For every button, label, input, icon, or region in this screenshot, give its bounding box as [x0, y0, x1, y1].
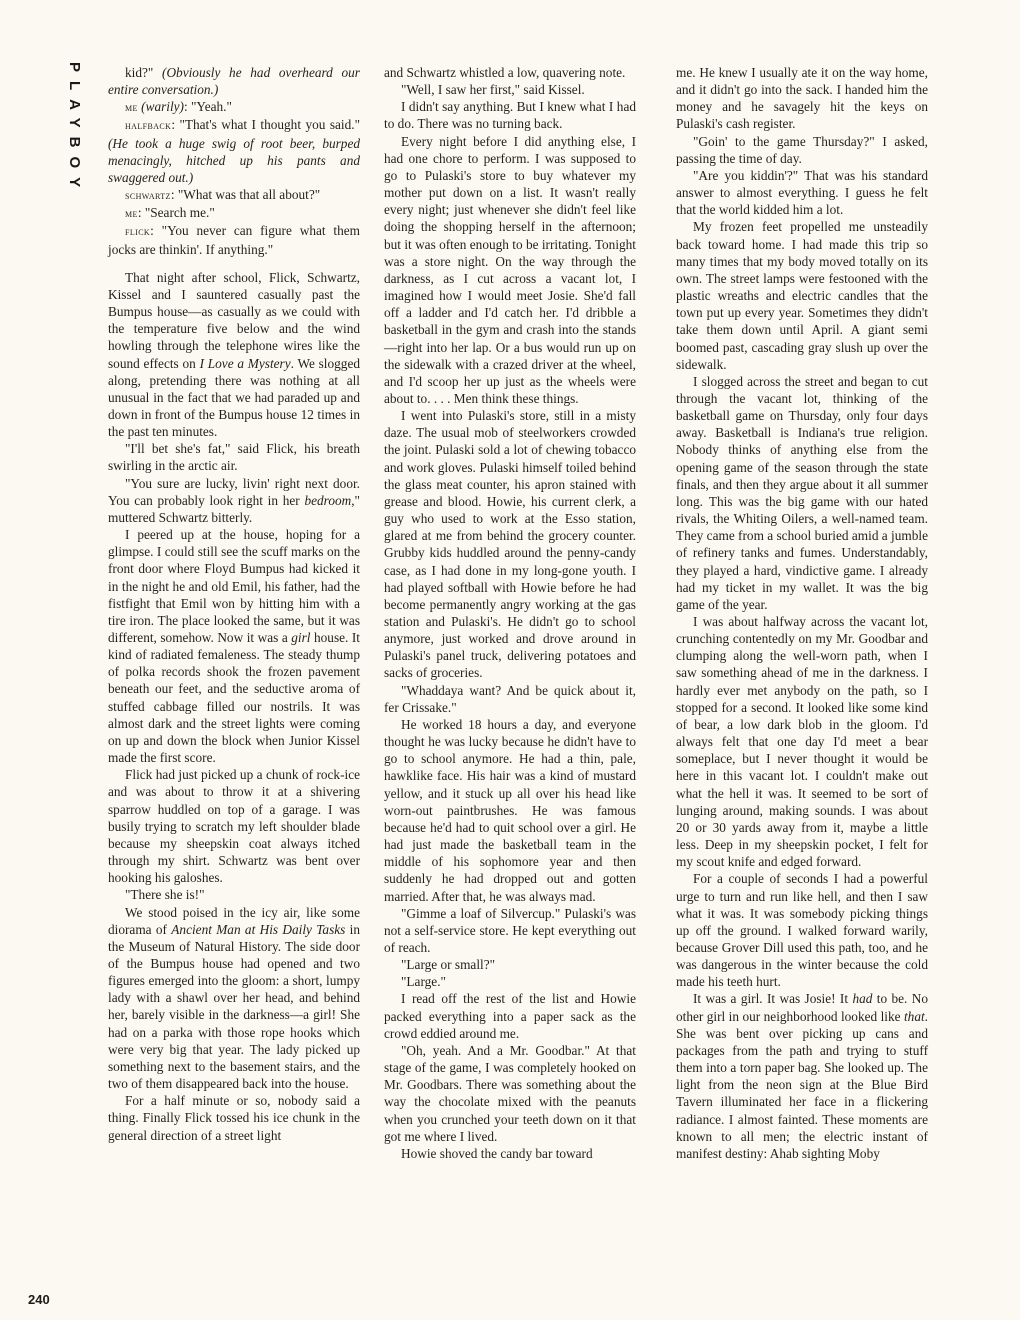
paragraph: Flick had just picked up a chunk of rock-ice and was about to throw it at a shivering sparrow huddled on top of a garage. I was busily trying to scratch my left shoulder blade because my sheepskin coat always itched through my shirt. Schwartz was bent over hooking his galoshes. — [108, 767, 360, 886]
paragraph — [676, 990, 928, 1162]
dialogue-text: kid?" — [125, 65, 163, 80]
paragraph: I went into Pulaski's store, still in a misty daze. The usual mob of steelworkers crowded the joint. Pulaski sold a lot of chewing tobacco and work gloves. Pulaski himself toiled behind the glass meat counter, his apron stained with grease and blood. Howie, his current clerk, a guy who used to work at the Esso station, glared at me from behind the grocery counter. Grubby kids huddled around the penny-candy case, as I had done in my long-gone youth. I had played softball with Howie before he had become permanently angry working at the gas station and Pulaski's. He didn't go to school anymore, just worked and drove around in Pulaski's panel truck, delivering potatoes and sacks of groceries. — [384, 408, 636, 681]
paragraph: I slogged across the street and began to cut through the vacant lot, thinking of the basketball game on Thursday, only four days away. Basketball is Indiana's true religion. Nobody thinks of anything else from the opening game of the season through the state finals, and then they argue about it all summer long. This was the big game with our hated rivals, the Whiting Oilers, a well-named team. They came from a school buried amid a jumble of refinery tanks and fumes. Understandably, they played a hard, vindictive game. I already had my ticket in my wallet. It was the big game of the year. — [676, 373, 928, 612]
text-run: I peered up at the house, hoping for a glimpse. I could still see the scuff marks on the front door where Floyd Bumpus had kicked it in the night he and old Emil, his father, had the fistfight that Emil won by hitting him with a tire iron. The place looked the same, but it was different, somehow. Now it was a — [108, 527, 360, 645]
dialogue-text: : "What was that all about?" — [170, 187, 321, 203]
paragraph: "Whaddaya want? And be quick about it, fer Crissake." — [384, 682, 636, 715]
paragraph: "Gimme a loaf of Silvercup." Pulaski's was not a self-service store. He kept everything out of reach. — [384, 905, 636, 955]
paragraph: I didn't say anything. But I knew what I had to do. There was no turning back. — [384, 99, 636, 132]
dialogue-text: : "Yeah." — [183, 99, 232, 115]
paragraph — [108, 904, 360, 1093]
stage-direction: (He took a huge swig of root beer, burped menacingly, hitched up his pants and swaggered out.) — [108, 135, 360, 185]
text-run: "You sure are lucky, livin' right next door. You can probably look right in her — [108, 475, 360, 508]
paragraph: "Goin' to the game Thursday?" I asked, passing the time of day. — [676, 133, 928, 166]
speaker-label: me — [125, 206, 138, 221]
page-number: 240 — [28, 1292, 50, 1307]
paragraph — [108, 269, 360, 441]
paragraph — [108, 526, 360, 766]
text-run: ," muttered Schwartz bitterly. — [108, 492, 360, 525]
title-italic: I Love a Mystery — [199, 355, 291, 371]
emphasis: had — [852, 991, 873, 1007]
text-run: That night after school, Flick, Schwartz, Kissel and I sauntered casually past the Bumpus house—as casually as we could with the temperature five below and the wind howling through the telephone wires like the sound effects on — [108, 269, 360, 371]
masthead-text: PLAYBOY — [66, 62, 83, 197]
dialogue-text: : "Search me." — [137, 205, 215, 221]
paragraph: "I'll bet she's fat," said Flick, his breath swirling in the arctic air. — [108, 441, 360, 474]
dialogue-line — [108, 222, 360, 257]
text-run: in the Museum of Natural History. The side door of the Bumpus house had opened and two figures emerged into the gloom: a short, lumpy lady with a shawl over her head, and behind her, barely visible in the darkness—a girl! She had on a parka with those rope hooks which were very big that year. The lady picked up something next to the basement stairs, and the two of them disappeared back into the house. — [108, 921, 360, 1092]
dialogue-text: : "That's what I thought you said." — [171, 117, 360, 133]
paragraph: I read off the rest of the list and Howie packed everything into a paper sack as the crowd eddied around me. — [384, 991, 636, 1041]
text-run: . We slogged along, pretending there was nothing at all unusual in the fact that we had paraded up and down in front of the Bumpus house 12 times in the past ten minutes. — [108, 355, 360, 440]
paragraph: "Are you kiddin'?" That was his standard answer to almost everything. I guess he felt that the world kidded him a lot. — [676, 167, 928, 218]
dialogue-text: : "You never can figure what them jocks are thinkin'. If anything." — [108, 223, 360, 257]
text-run: We stood poised in the icy air, like some diorama of — [108, 904, 360, 937]
title-italic: Ancient Man at His Daily Tasks — [171, 921, 346, 937]
paragraph: I was about halfway across the vacant lot, crunching contentedly on my Mr. Goodbar and clumping along the well-worn path, when I saw something ahead of me in the darkness. I hardly ever met anybody on the path, so I stopped for a second. It looked like some kind of bear, a low dark blob in the gloom. I'd always felt that one day I'd meet a bear someplace, but I never thought it would be here in this vacant lot. I couldn't make out what the hell it was. It seemed to be sort of lunging around, making sounds. I was about 20 or 30 yards away from it, maybe a little less. Deep in my sheepskin pocket, I felt for my scout knife and edged forward. — [676, 614, 928, 870]
paragraph: My frozen feet propelled me unsteadily back toward home. I had made this trip so many times that my body moved totally on its own. The street lamps were festooned with the plastic wreaths and electric candles that the town put up every year. Sometimes they didn't take them down until April. A giant semi boomed past, cascading gray slush up over the sidewalk. — [676, 219, 928, 372]
paragraph: For a half minute or so, nobody said a thing. Finally Flick tossed his ice chunk in the general direction of a street light — [108, 1093, 360, 1143]
column-2 — [384, 64, 636, 1162]
paragraph: and Schwartz whistled a low, quavering note. — [384, 65, 626, 80]
stage-direction: (Obviously he had overheard our entire conversation.) — [108, 65, 360, 98]
speaker-label: me — [125, 100, 138, 115]
paragraph: "Oh, yeah. And a Mr. Goodbar." At that stage of the game, I was completely hooked on Mr. Goodbars. There was something about the way the chocolate mixed with the peanuts when you crunched your teeth down on it that got me where I lived. — [384, 1042, 636, 1144]
stage-direction: (warily) — [141, 99, 184, 115]
paragraph: Every night before I did anything else, I had one chore to perform. I was supposed to go to Pulaski's store to buy whatever my mother put down on a list. It wasn't really every night; just whenever she didn't feel like doing the shopping herself in the afternoon; but it was often enough to be irritating. Tonight was a store night. On the way through the darkness, as I cut across a vacant lot, I imagined how I would meet Josie. She'd fall off a ladder and I'd catch her. I'd dribble a basketball in the gym and crash into the stands—right into her lap. Or a bus would run up on the sidewalk with a crazed driver at the wheel, and I'd scoop her up just as the wheels were about to. . . . Men think these things. — [384, 133, 636, 406]
paragraph — [108, 475, 360, 526]
text-run: to be. No other girl in our neighborhood looked like — [676, 991, 928, 1024]
dialogue-line — [108, 204, 360, 222]
paragraph: "There she is!" — [125, 887, 205, 903]
emphasis: girl — [291, 630, 311, 645]
paragraph: "Large or small?" — [401, 957, 496, 973]
column-1 — [108, 64, 360, 1144]
masthead — [43, 62, 83, 242]
text-run: house. It kind of radiated femaleness. The steady thump of polka records shook the frozen pavement beneath our feet, and the seductive aroma of stuffed cabbage filled our nostrils. It was almost dark and the street lights were coming on up and down the block when Junior Kissel made the first score. — [108, 630, 360, 766]
speaker-label: schwartz — [125, 188, 171, 203]
dialogue-line — [108, 186, 360, 204]
dialogue-line — [108, 64, 360, 98]
emphasis: that — [903, 1008, 925, 1024]
column-3 — [676, 64, 928, 1162]
text-run: It was a girl. It was Josie! It — [693, 991, 853, 1007]
dialogue-line — [108, 116, 360, 186]
paragraph: He worked 18 hours a day, and everyone thought he was lucky because he didn't have to go to school anymore. He had a thin, pale, hawklike face. His hair was a kind of mustard yellow, and it stuck up all over his head like worn-out paintbrushes. He was famous because he'd had to quit school over a girl. He had just made the basketball team in the middle of his sophomore year and then suddenly he had dropped out and gotten married. After that, he was always mad. — [384, 716, 636, 904]
dialogue-line — [108, 98, 360, 116]
paragraph: Howie shoved the candy bar toward — [401, 1145, 593, 1161]
paragraph: me. He knew I usually ate it on the way home, and it didn't go into the sack. I handed him the money and he savagely hit the keys on Pulaski's cash register. — [676, 65, 928, 132]
paragraph: For a couple of seconds I had a powerful urge to turn and run like hell, and then I saw what it was. It was somebody picking things up off the ground. I walked forward warily, because Grover Dill used this path, too, and he was dangerous in the winter because the cold made his teeth hurt. — [676, 871, 928, 990]
speaker-label: halfback — [125, 118, 172, 133]
text-run: . She was bent over picking up cans and packages from the path and trying to stuff them into a torn paper bag. She looked up. The light from the neon sign at the Blue Bird Tavern illuminated her face in a flickering radiance. I almost fainted. These moments are known to all men; the electric instant of manifest destiny: Ahab sighting Moby — [676, 1008, 928, 1161]
emphasis: bedroom — [304, 492, 352, 508]
paragraph: "Large." — [401, 974, 446, 990]
paragraph: "Well, I saw her first," said Kissel. — [401, 82, 585, 98]
speaker-label: flick — [125, 224, 151, 239]
